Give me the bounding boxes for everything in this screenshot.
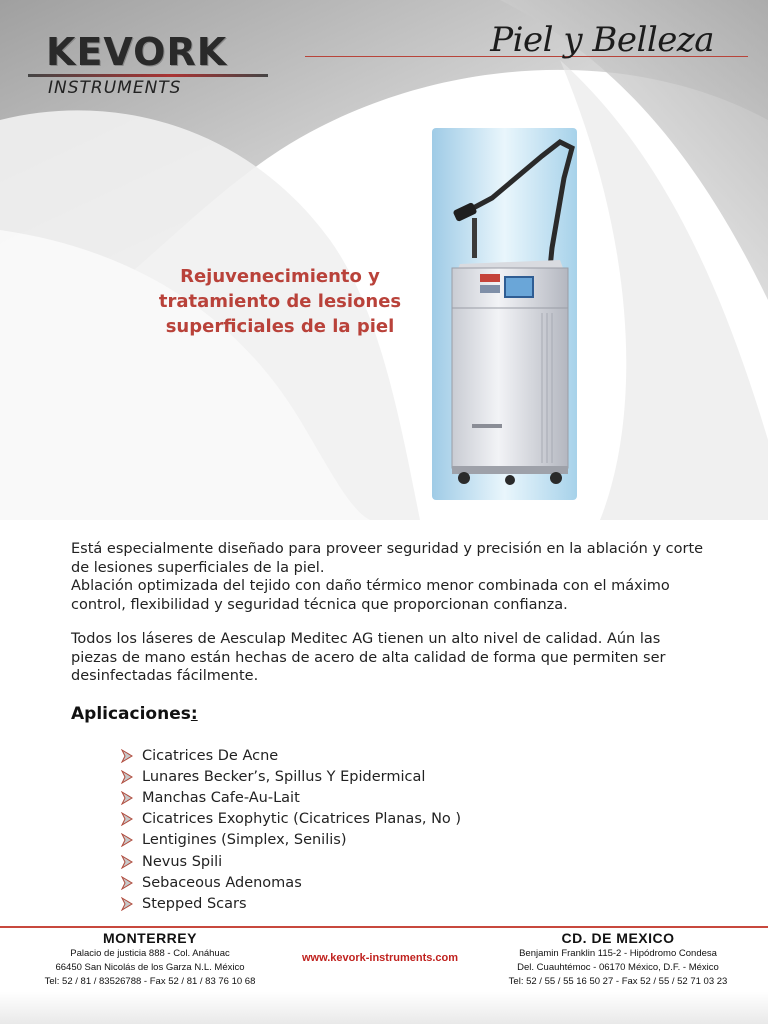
office-phone: Tel: 52 / 55 / 55 16 50 27 - Fax 52 / 55 / 52 71 03 23 [508, 976, 728, 987]
list-item [120, 851, 461, 872]
office-phone: Tel: 52 / 81 / 83526788 - Fax 52 / 81 / 83 76 10 68 [44, 976, 256, 987]
arrow-bullet-icon [120, 876, 134, 890]
description-line-1: Está especialmente diseñado para proveer seguridad y precisión en la ablación y corte de lesiones superficiales de la piel. [71, 541, 704, 576]
list-item-label: Lunares Becker’s, Spillus Y Epidermical [142, 768, 426, 785]
arrow-bullet-icon [120, 855, 134, 869]
list-item [120, 766, 461, 787]
list-item-label: Cicatrices De Acne [142, 747, 279, 764]
list-item [120, 809, 461, 830]
applications-heading [71, 704, 198, 724]
bottom-band [0, 992, 768, 1024]
applications-list [120, 745, 461, 915]
logo-divider [28, 74, 268, 77]
arrow-bullet-icon [120, 833, 134, 847]
list-item [120, 830, 461, 851]
office-postal: 66450 San Nicolás de los Garza N.L. México [55, 962, 245, 973]
list-item-label: Cicatrices Exophytic (Cicatrices Planas, No ) [142, 811, 462, 828]
office-postal: Del. Cuauhtémoc - 06170 México, D.F. - México [517, 962, 719, 973]
office-city: CD. DE MEXICO [561, 930, 675, 946]
office-city: MONTERREY [103, 930, 197, 946]
website-link[interactable]: www.kevork-instruments.com [301, 952, 459, 964]
description-paragraph-2: Todos los láseres de Aesculap Meditec AG tienen un alto nivel de calidad. Aún las piezas de mano están hechas de acero de alta calidad de forma que permiten ser desinfectadas fácilmente. [71, 631, 666, 684]
headline: Rejuvenecimiento y tratamiento de lesiones superficiales de la piel [158, 266, 402, 337]
kevork-logo[interactable] [28, 28, 273, 100]
footer [0, 928, 768, 992]
office-monterrey [10, 930, 290, 989]
applications-heading-text: Aplicaciones [71, 704, 191, 724]
office-address: Benjamin Franklin 115-2 - Hipódromo Condesa [519, 948, 717, 959]
header-tagline: Piel y Belleza [490, 20, 714, 60]
laser-device-image [432, 128, 577, 500]
arrow-bullet-icon [120, 812, 134, 826]
arrow-bullet-icon [120, 770, 134, 784]
list-item [120, 893, 461, 914]
list-item-label: Lentigines (Simplex, Senilis) [142, 832, 347, 849]
arrow-bullet-icon [120, 791, 134, 805]
arrow-bullet-icon [120, 749, 134, 763]
list-item [120, 787, 461, 808]
office-mexico [478, 930, 758, 989]
logo-brand: KEVORK [46, 30, 228, 74]
office-address: Palacio de justicia 888 - Col. Anáhuac [70, 948, 230, 959]
list-item-label: Stepped Scars [142, 895, 247, 912]
list-item-label: Manchas Cafe-Au-Lait [142, 789, 300, 806]
description-paragraph-1 [71, 540, 711, 614]
list-item-label: Nevus Spili [142, 853, 223, 870]
logo-subtitle: INSTRUMENTS [48, 78, 182, 98]
list-item [120, 745, 461, 766]
description-line-2: Ablación optimizada del tejido con daño térmico menor combinada con el máximo control, flexibilidad y seguridad técnica que proporcionan confianza. [71, 578, 670, 613]
list-item-label: Sebaceous Adenomas [142, 874, 302, 891]
list-item [120, 872, 461, 893]
arrow-bullet-icon [120, 897, 134, 911]
applications-heading-colon: : [190, 704, 198, 724]
